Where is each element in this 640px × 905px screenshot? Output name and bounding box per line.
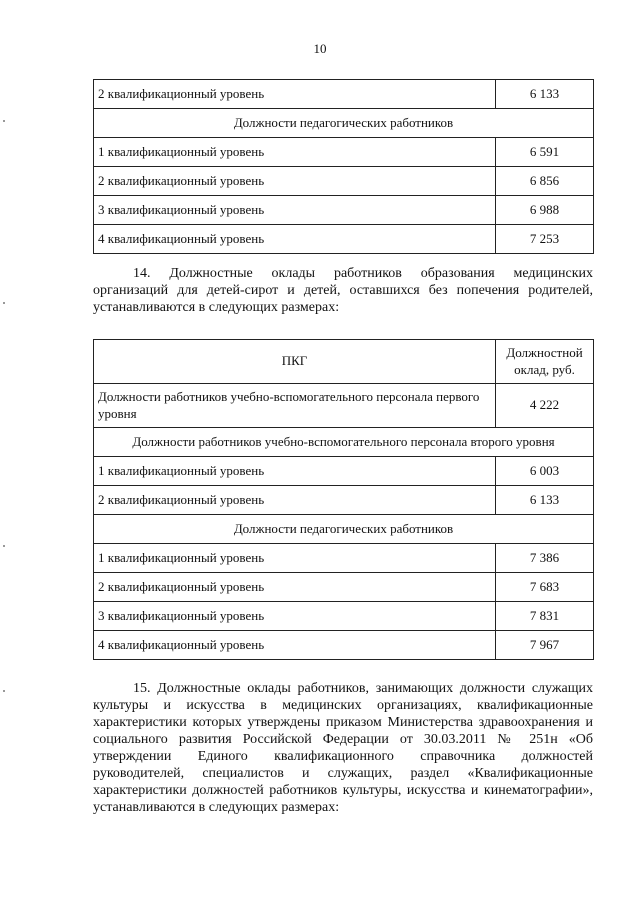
salary-value: 7 967 — [496, 631, 594, 660]
salary-table-education-body — [94, 384, 594, 660]
table-row — [94, 225, 594, 254]
salary-table-continued — [93, 79, 594, 254]
salary-value: 6 133 — [496, 486, 594, 515]
position-label: 1 квалификационный уровень — [94, 544, 496, 573]
position-label: Должности работников учебно-вспомогательного персонала первого уровня — [94, 384, 496, 428]
salary-value: 6 591 — [496, 138, 594, 167]
salary-value: 6 856 — [496, 167, 594, 196]
position-label: 2 квалификационный уровень — [94, 167, 496, 196]
section-label: Должности педагогических работников — [94, 515, 594, 544]
position-label: 1 квалификационный уровень — [94, 138, 496, 167]
position-label: 2 квалификационный уровень — [94, 573, 496, 602]
scan-mark — [3, 690, 5, 692]
table-row — [94, 602, 594, 631]
salary-value: 6 988 — [496, 196, 594, 225]
section-label: Должности работников учебно-вспомогательного персонала второго уровня — [94, 428, 594, 457]
scan-mark — [3, 302, 5, 304]
salary-value: 7 253 — [496, 225, 594, 254]
table-row — [94, 167, 594, 196]
section-row — [94, 109, 594, 138]
header-pkg: ПКГ — [94, 340, 496, 384]
table-header-row — [94, 340, 594, 384]
header-salary: Должностной оклад, руб. — [496, 340, 594, 384]
position-label: 3 квалификационный уровень — [94, 196, 496, 225]
table-row — [94, 573, 594, 602]
page-number: 10 — [313, 41, 327, 56]
table-row — [94, 384, 594, 428]
position-label: 4 квалификационный уровень — [94, 225, 496, 254]
salary-value: 6 133 — [496, 80, 594, 109]
paragraph-15-number: 15. — [133, 681, 151, 696]
table-row — [94, 486, 594, 515]
salary-value: 4 222 — [496, 384, 594, 428]
position-label: 4 квалификационный уровень — [94, 631, 496, 660]
paragraph-15-text: Должностные оклады работников, занимающих должности служащих культуры и искусства в медицинских организациях, квалификационные характеристики которых утверждены приказом Министерства здравоохранения и социального развития Российской Федерации от 30.03.2011 № 251н «Об утверждении Единого квалификационного справочника должностей руководителей, специалистов и служащих, раздел «Квалификационные характеристики должностей работников культуры, искусства и кинематографии», устанавливаются в следующих размерах: — [93, 681, 594, 815]
paragraph-14-number: 14. — [133, 266, 151, 281]
position-label: 2 квалификационный уровень — [94, 486, 496, 515]
paragraph-14 — [93, 265, 593, 316]
section-row — [94, 515, 594, 544]
table-row — [94, 138, 594, 167]
table-row — [94, 457, 594, 486]
salary-value: 7 386 — [496, 544, 594, 573]
paragraph-15 — [93, 680, 593, 816]
salary-value: 7 831 — [496, 602, 594, 631]
section-label: Должности педагогических работников — [94, 109, 594, 138]
position-label: 2 квалификационный уровень — [94, 80, 496, 109]
section-row — [94, 428, 594, 457]
salary-value: 6 003 — [496, 457, 594, 486]
table-row — [94, 196, 594, 225]
table-row — [94, 544, 594, 573]
position-label: 1 квалификационный уровень — [94, 457, 496, 486]
table-row — [94, 80, 594, 109]
salary-value: 7 683 — [496, 573, 594, 602]
paragraph-14-text: Должностные оклады работников образования медицинских организаций для детей-сирот и детей, оставшихся без попечения родителей, устанавливаются в следующих размерах: — [93, 266, 593, 315]
scan-mark — [3, 120, 5, 122]
table-row — [94, 631, 594, 660]
salary-table-education — [93, 339, 594, 660]
salary-table-continued-body — [94, 80, 594, 254]
scan-mark — [3, 545, 5, 547]
position-label: 3 квалификационный уровень — [94, 602, 496, 631]
